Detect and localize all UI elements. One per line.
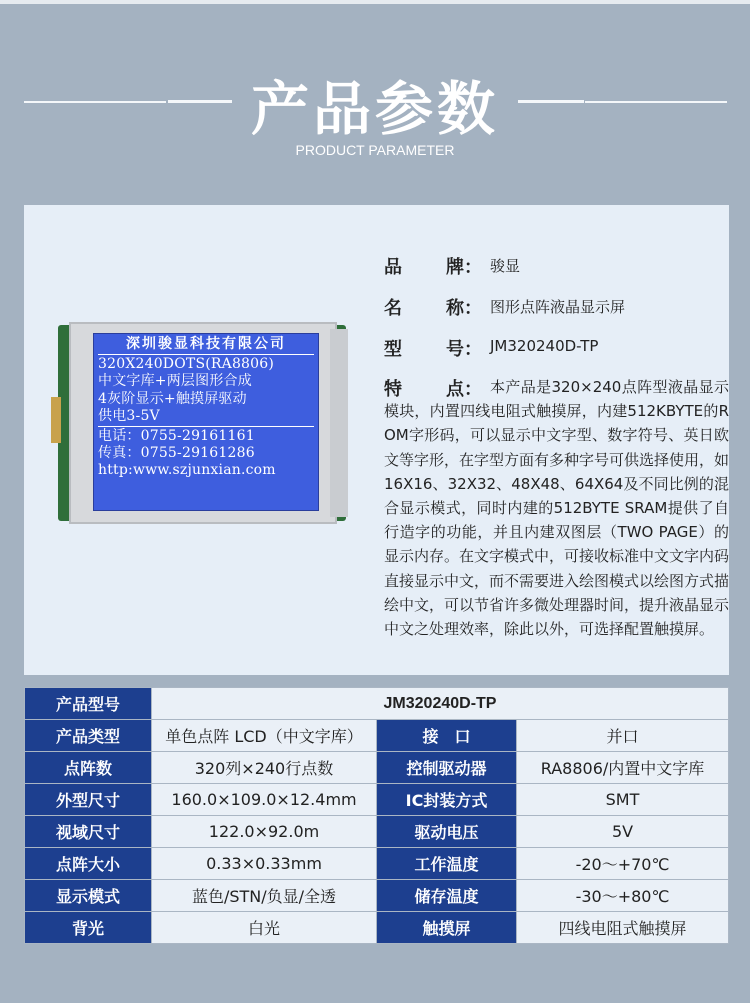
spec-label-char: 称： xyxy=(446,298,482,319)
table-header-cell: 外型尺寸 xyxy=(25,784,152,816)
table-header-cell: 视域尺寸 xyxy=(25,816,152,848)
spec-table xyxy=(24,687,729,944)
product-panel xyxy=(24,205,729,675)
spec-label-char: 名 xyxy=(384,298,402,319)
lcd-pin-header xyxy=(51,397,61,443)
lcd-line: 深圳骏显科技有限公司 xyxy=(126,336,286,352)
spec-label-char: 品 xyxy=(384,257,402,278)
lcd-line: 320X240DOTS(RA8806) xyxy=(98,356,275,373)
table-row xyxy=(25,880,729,912)
table-cell: 蓝色/STN/负显/全透 xyxy=(152,880,377,912)
table-header-cell: 接 口 xyxy=(377,720,517,752)
table-cell: 白光 xyxy=(152,912,377,944)
table-cell: RA8806/内置中文字库 xyxy=(517,752,729,784)
table-row xyxy=(25,848,729,880)
table-header-cell: 产品类型 xyxy=(25,720,152,752)
spec-brand-value: 骏显 xyxy=(490,257,521,275)
table-header-cell: 工作温度 xyxy=(377,848,517,880)
spec-label-char: 点： xyxy=(446,379,482,400)
table-cell: 单色点阵 LCD（中文字库） xyxy=(152,720,377,752)
page-subtitle: PRODUCT PARAMETER xyxy=(295,142,455,158)
table-header-cell: 点阵大小 xyxy=(25,848,152,880)
spec-label-char: 特 xyxy=(384,379,402,400)
spec-label-char: 型 xyxy=(384,339,402,360)
table-header-cell: 产品型号 xyxy=(25,688,152,720)
table-header-cell: 点阵数 xyxy=(25,752,152,784)
table-header-cell: 触摸屏 xyxy=(377,912,517,944)
feature-description: 本产品是320×240点阵型液晶显示模块，内置四线电阻式触摸屏，内建512KBYTE的ROM字形码，可以显示中文字型、数字符号、英日欧文等字形，在字型方面有多种字号可供选择使用，如16X16、32X32、48X48、64X64及不同比例的混合显示模式，同时内建的512BYTE SRAM提供了自行造字的功能，并且内建双图层（TWO PAGE）的显示内存。在文字模式中，可接收标准中文文字内码直接显示中文，而不需要进入绘图模式以绘图方式描绘中文，可以节省许多微处理器时间，提升液晶显示中文之处理效率，除此以外，可选择配置触摸屏。 xyxy=(384,378,730,639)
lcd-line: 中文字库+两层图形合成 xyxy=(98,373,252,390)
table-row xyxy=(25,912,729,944)
table-cell: -30～+80℃ xyxy=(517,880,729,912)
table-cell: 122.0×92.0m xyxy=(152,816,377,848)
lcd-screen xyxy=(93,333,319,511)
table-header-cell: IC封装方式 xyxy=(377,784,517,816)
lcd-frame-side xyxy=(330,329,348,517)
lcd-line: 供电3-5V xyxy=(98,407,160,424)
table-header-cell: 控制驱动器 xyxy=(377,752,517,784)
spec-label-char: 号： xyxy=(446,339,482,360)
table-cell: 160.0×109.0×12.4mm xyxy=(152,784,377,816)
table-cell: 320列×240行点数 xyxy=(152,752,377,784)
lcd-divider xyxy=(98,426,314,427)
table-cell: -20～+70℃ xyxy=(517,848,729,880)
table-cell: 5V xyxy=(517,816,729,848)
lcd-divider xyxy=(98,354,314,355)
table-header-cell: 显示模式 xyxy=(25,880,152,912)
page-title: 产品参数 xyxy=(250,75,499,143)
lcd-line: 4灰阶显示+触摸屏驱动 xyxy=(98,390,247,407)
top-strip xyxy=(0,0,750,4)
table-row xyxy=(25,752,729,784)
lcd-line: 电话：0755-29161161 xyxy=(98,428,255,445)
table-cell: 0.33×0.33mm xyxy=(152,848,377,880)
table-model-value: JM320240D-TP xyxy=(152,688,729,720)
table-row xyxy=(25,784,729,816)
table-cell: 并口 xyxy=(517,720,729,752)
lcd-line: http:www.szjunxian.com xyxy=(98,462,276,479)
spec-model-value: JM320240D-TP xyxy=(490,337,599,355)
spec-label-char: 牌： xyxy=(446,257,482,278)
table-cell: 四线电阻式触摸屏 xyxy=(517,912,729,944)
table-row xyxy=(25,816,729,848)
spec-name-value: 图形点阵液晶显示屏 xyxy=(490,298,626,316)
table-header-cell: 背光 xyxy=(25,912,152,944)
table-cell: SMT xyxy=(517,784,729,816)
table-row xyxy=(25,720,729,752)
table-row xyxy=(25,688,729,720)
table-header-cell: 驱动电压 xyxy=(377,816,517,848)
lcd-line: 传真：0755-29161286 xyxy=(98,445,255,462)
table-header-cell: 储存温度 xyxy=(377,880,517,912)
